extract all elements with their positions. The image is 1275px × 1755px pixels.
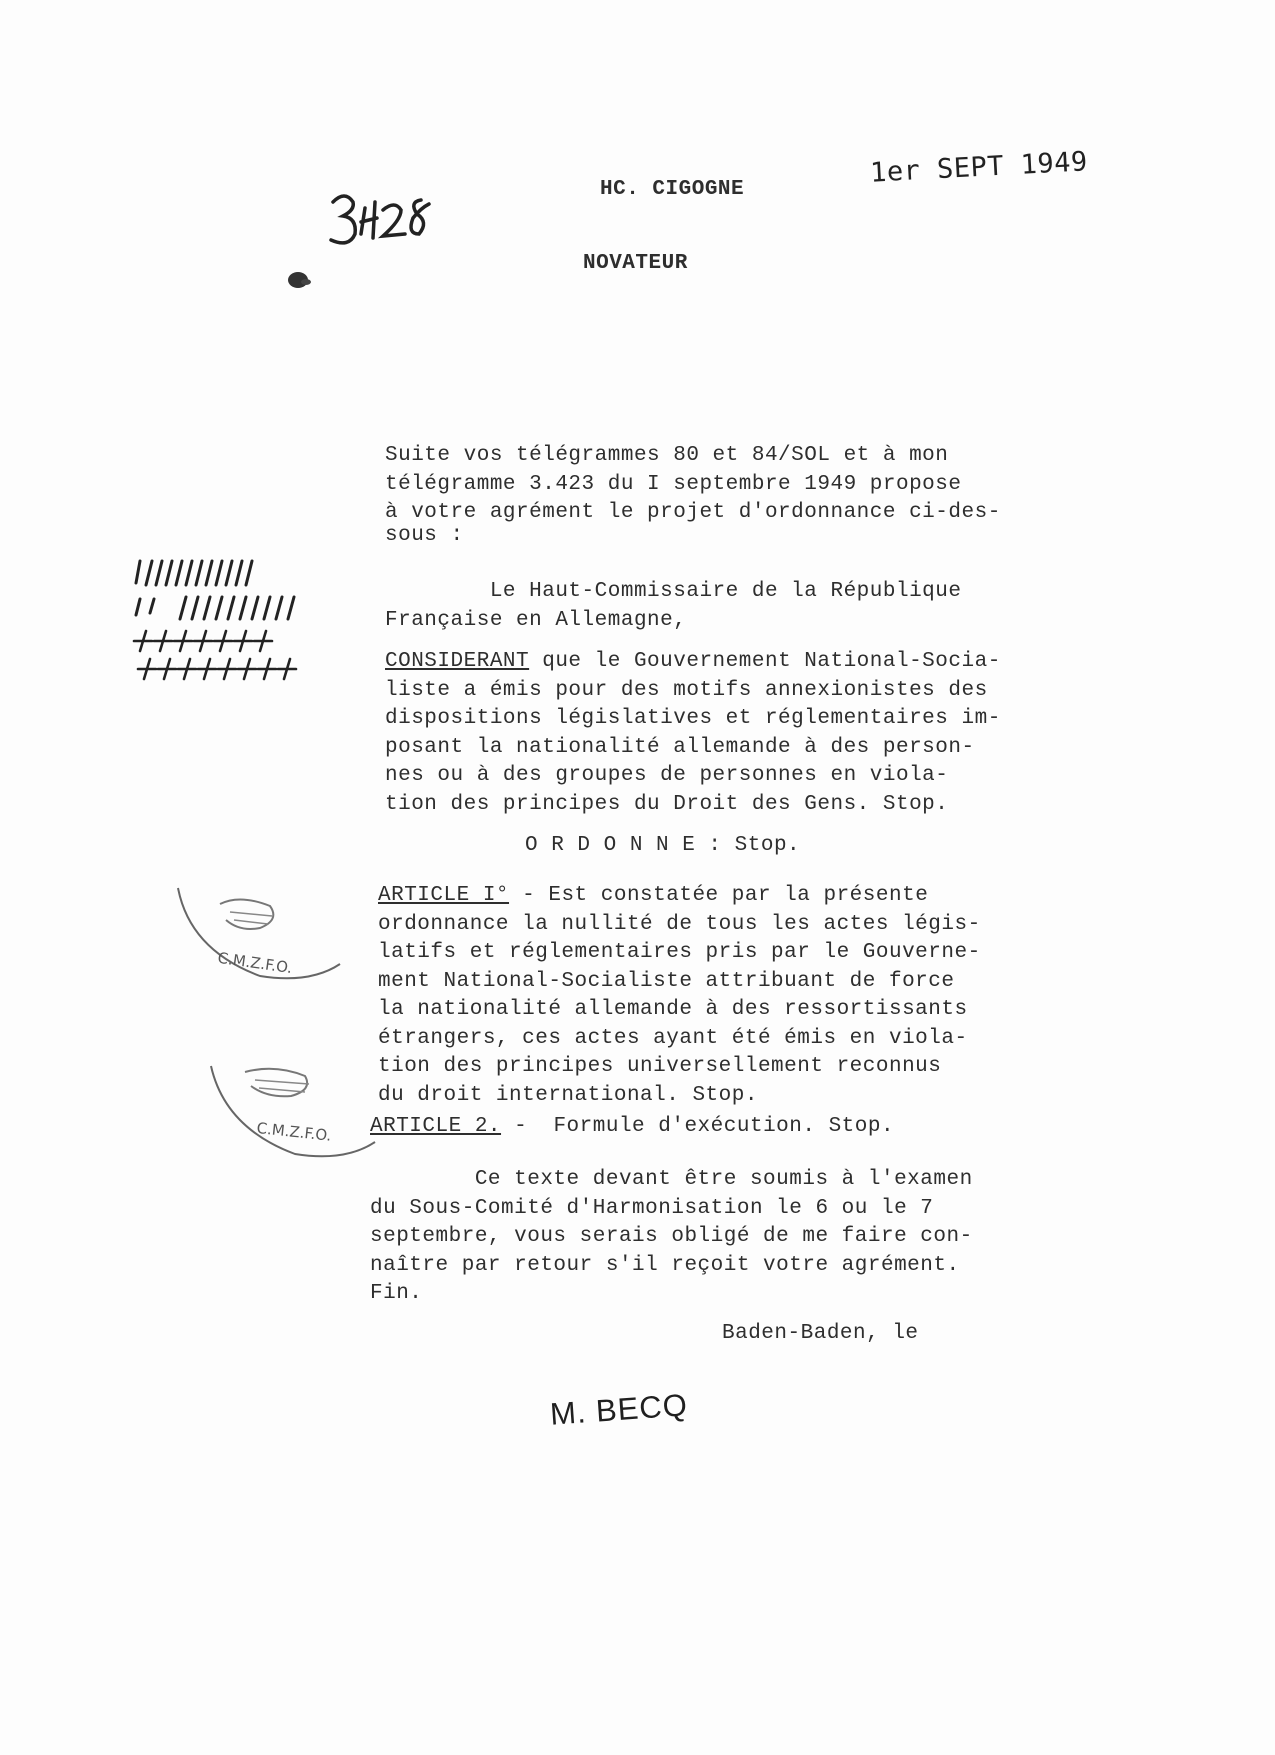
ink-blot xyxy=(284,268,312,292)
considerant-line: liste a émis pour des motifs annexionistes des xyxy=(385,678,988,702)
seal-text-upper: C.M.Z.F.O. xyxy=(216,948,294,978)
article-2 xyxy=(370,1115,894,1138)
article-1-line: ment National-Socialiste attribuant de force xyxy=(378,969,955,993)
closing-line: du Sous-Comité d'Harmonisation le 6 ou le 7 xyxy=(370,1196,934,1220)
considerant-line: tion des principes du Droit des Gens. Stop. xyxy=(385,792,949,816)
considerant-line: dispositions législatives et réglementaires im- xyxy=(385,707,1001,730)
article-2-label: ARTICLE 2. xyxy=(370,1115,502,1138)
signature-stamp: M. BECQ xyxy=(548,1387,689,1432)
closing-paragraph xyxy=(370,1166,1070,1309)
article-1-line: du droit international. Stop. xyxy=(378,1083,758,1107)
article-1-line: ordonnance la nullité de tous les actes légis- xyxy=(378,912,981,936)
closing-line: naître par retour s'il reçoit votre agrément. xyxy=(370,1253,960,1277)
seal-text-lower: C.M.Z.F.O. xyxy=(255,1119,333,1145)
article-1-line: étrangers, ces actes ayant été émis en viola- xyxy=(378,1026,968,1050)
article-1-label: ARTICLE I° xyxy=(378,884,510,907)
hatch-marks xyxy=(130,555,330,690)
date-stamp: 1er SEPT 1949 xyxy=(869,146,1089,189)
place-line: Baden-Baden, le xyxy=(722,1322,919,1345)
considerant-line: que le Gouvernement National-Socia- xyxy=(529,650,1001,673)
article-1-line: - Est constatée par la présente xyxy=(509,884,929,907)
considerant-paragraph xyxy=(385,648,1085,819)
authority-line: Française en Allemagne, xyxy=(385,608,687,632)
handwritten-reference xyxy=(325,188,445,258)
ordonne-heading: O R D O N N E : Stop. xyxy=(525,834,801,857)
article-1 xyxy=(378,882,1078,1110)
authority-paragraph xyxy=(385,578,1085,635)
intro-paragraph xyxy=(385,442,1085,550)
code-word-heading: NOVATEUR xyxy=(583,252,688,275)
article-1-line: latifs et réglementaires pris par le Gouverne- xyxy=(378,941,981,964)
closing-line: Fin. xyxy=(370,1282,423,1305)
closing-line: Ce texte devant être soumis à l'examen xyxy=(370,1168,973,1191)
closing-line: septembre, vous serais obligé de me faire con- xyxy=(370,1225,973,1248)
authority-line: Le Haut-Commissaire de la République xyxy=(385,580,962,603)
article-2-text: - Formule d'exécution. Stop. xyxy=(501,1115,895,1138)
considerant-line: posant la nationalité allemande à des person- xyxy=(385,735,975,759)
article-1-line: tion des principes universellement reconnus xyxy=(378,1055,942,1078)
intro-line: sous : xyxy=(385,523,464,547)
considerant-label: CONSIDERANT xyxy=(385,650,530,673)
article-1-line: la nationalité allemande à des ressortissants xyxy=(378,998,968,1021)
seal-stamp-upper xyxy=(170,880,370,990)
seal-stamp-lower xyxy=(205,1058,405,1168)
intro-line: télégramme 3.423 du I septembre 1949 propose xyxy=(385,472,962,496)
considerant-line: nes ou à des groupes de personnes en viola- xyxy=(385,764,949,787)
recipient-heading: HC. CIGOGNE xyxy=(600,178,745,201)
intro-line: Suite vos télégrammes 80 et 84/SOL et à mon xyxy=(385,444,949,467)
intro-line: à votre agrément le projet d'ordonnance ci-des- xyxy=(385,501,1001,524)
